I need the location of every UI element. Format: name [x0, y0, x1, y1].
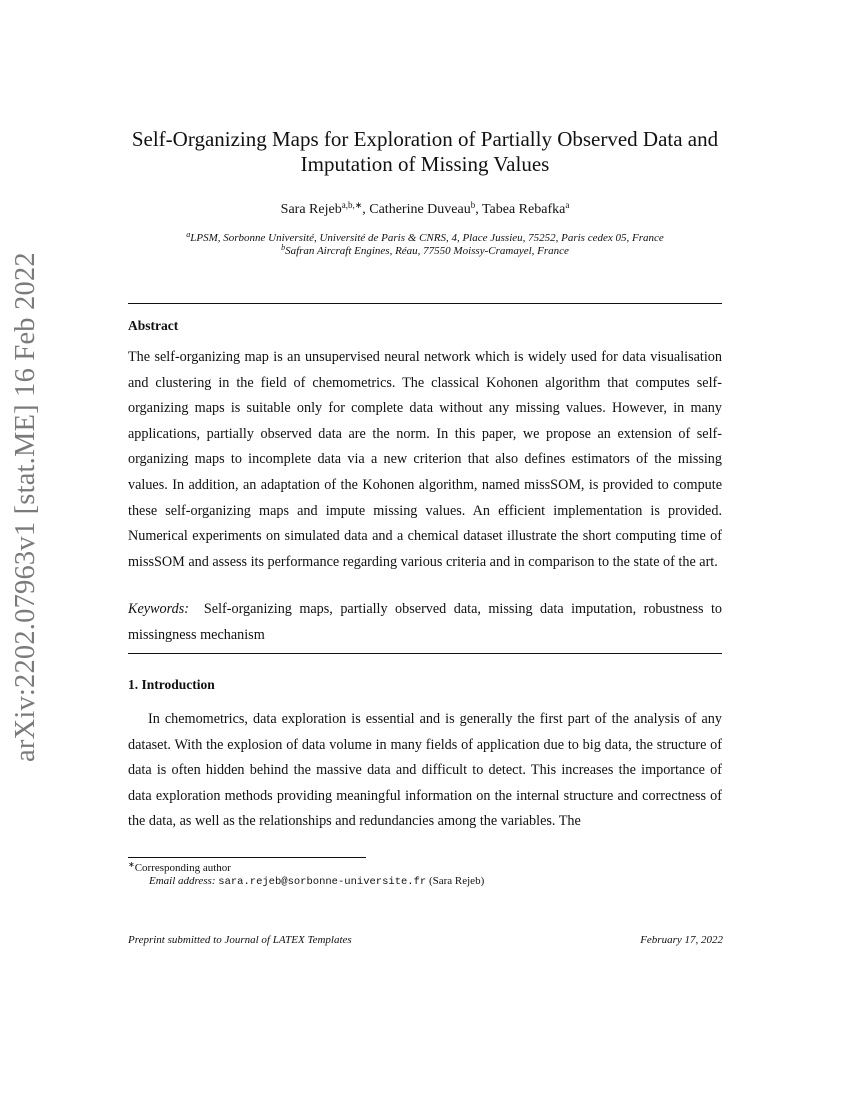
email-label: Email address:	[149, 875, 216, 887]
author-name: Sara Rejeb	[280, 202, 342, 217]
footer-date: February 17, 2022	[640, 934, 723, 946]
footnote-mark: ∗	[128, 860, 135, 869]
section-heading-introduction: 1. Introduction	[128, 677, 215, 692]
affiliation-mark: b	[281, 243, 286, 252]
title-line-1: Self-Organizing Maps for Exploration of Partially Observed Data and	[131, 127, 719, 151]
footer-preprint-note: Preprint submitted to Journal of LATEX Templates	[128, 934, 352, 946]
paper-title	[110, 127, 740, 177]
introduction-paragraph: In chemometrics, data exploration is essential and is generally the first part of the analysis of any dataset. With the explosion of data volume in many fields of application due to big data, the structure of data is often hidden behind the massive data and difficult to detect. This increases the importance of data exploration methods providing meaningful information on the internal structure and correctness of the data, as well as the relationships and redundancies among the variables. The	[128, 711, 722, 830]
title-line-2: Imputation of Missing Values	[300, 152, 550, 176]
affiliation-text: Safran Aircraft Engines, Réau, 77550 Moissy-Cramayel, France	[285, 245, 569, 257]
affiliation-mark: a	[186, 230, 191, 239]
footnote-email	[149, 875, 484, 888]
footnote-rule	[128, 857, 366, 858]
arxiv-identifier-stamp: arXiv:2202.07963v1 [stat.ME] 16 Feb 2022	[10, 252, 41, 762]
abstract-text: The self-organizing map is an unsupervised neural network which is widely used for data visualisation and clustering in the field of chemometrics. The classical Kohonen algorithm that computes self-organizing maps is suitable only for complete data without any missing values. However, in many applications, partially observed data are the norm. In this paper, we propose an extension of self-organizing maps to incomplete data via a new criterion that also defines estimators of the missing values. In addition, an adaptation of the Kohonen algorithm, named missSOM, is provided to compute these self-organizing maps and impute missing values. An efficient implementation is provided. Numerical experiments on simulated data and a chemical dataset illustrate the short computing time of missSOM and assess its performance regarding various criteria and in comparison to the state of the art.	[128, 349, 722, 570]
affiliation-a	[110, 230, 740, 244]
author-name: Tabea Rebafka	[481, 202, 566, 217]
footnote-corresponding	[128, 860, 231, 874]
keywords-label: Keywords:	[128, 601, 189, 617]
author-name: Catherine Duveau	[369, 202, 471, 217]
affiliation-text: LPSM, Sorbonne Université, Université de Paris & CNRS, 4, Place Jussieu, 75252, Paris cedex 05, France	[190, 232, 664, 244]
abstract-top-rule	[128, 303, 722, 304]
email-owner: (Sara Rejeb)	[428, 875, 485, 887]
abstract-heading: Abstract	[128, 318, 179, 333]
author-affiliation-mark: a,b,∗	[341, 200, 363, 210]
affiliation-b	[110, 243, 740, 257]
abstract-bottom-rule	[128, 653, 722, 654]
author-affiliation-mark: a	[565, 200, 570, 210]
keywords-line	[128, 597, 722, 648]
email-address[interactable]: sara.rejeb@sorbonne-universite.fr	[218, 876, 427, 888]
keywords-text: Self-organizing maps, partially observed data, missing data imputation, robustness to missingness mechanism	[128, 601, 722, 643]
footnote-corresponding-text: Corresponding author	[134, 862, 231, 874]
author-affiliation-mark: b	[470, 200, 476, 210]
author-list: Sara Rejeb$^{a,b,∗}$, Catherine Duveau$^b$, Tabea Rebafka$^a$	[280, 200, 570, 217]
